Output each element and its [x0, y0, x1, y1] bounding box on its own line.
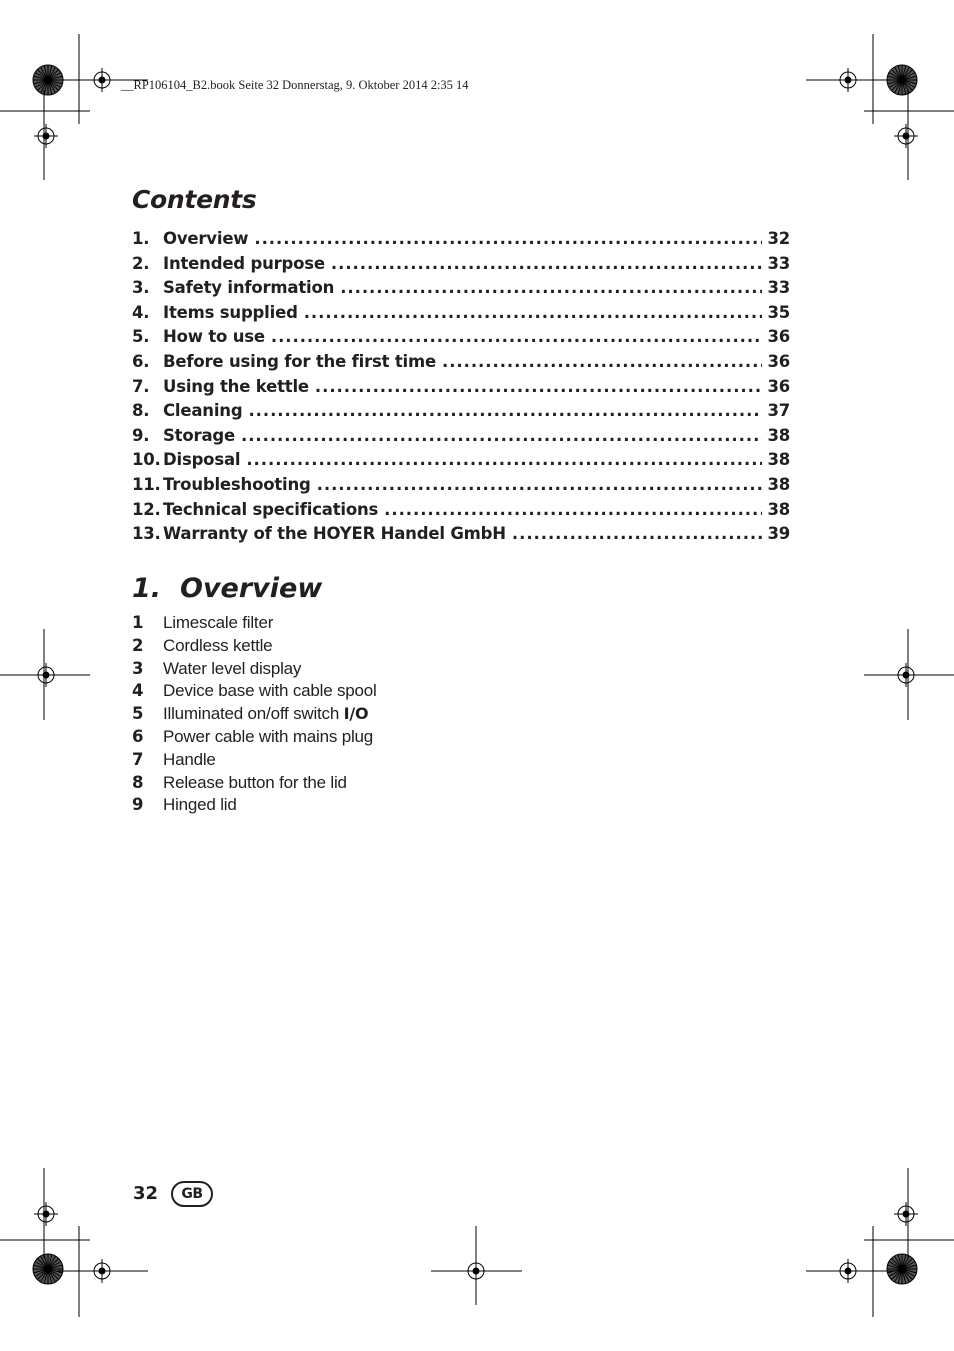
registration-crosshair-icon [898, 1206, 914, 1222]
table-of-contents [132, 226, 790, 546]
part-number: 7 [132, 749, 144, 769]
overview-heading-title: Overview [180, 573, 323, 604]
part-label: Handle [163, 749, 216, 769]
registration-crosshair-icon [38, 1206, 54, 1222]
on-off-symbol: I/O [343, 704, 369, 724]
toc-leader-dots [442, 352, 762, 371]
toc-leader-dots [384, 500, 762, 519]
toc-entry[interactable] [132, 251, 790, 276]
toc-entry-title: Storage [163, 425, 235, 445]
toc-entry-page: 38 [767, 450, 790, 470]
part-number: 6 [132, 726, 144, 746]
toc-leader-dots [246, 450, 762, 469]
overview-heading-number: 1. [132, 573, 162, 604]
color-target-icon [887, 1254, 917, 1284]
part-label [163, 704, 368, 724]
toc-entry-page: 36 [767, 327, 790, 347]
toc-entry-title: Cleaning [163, 401, 243, 421]
toc-entry-title: Disposal [163, 450, 241, 470]
toc-entry-page: 39 [767, 524, 790, 544]
toc-entry-page: 36 [767, 376, 790, 396]
part-number: 1 [132, 613, 144, 632]
toc-entry-page: 38 [767, 499, 790, 519]
part-label: Cordless kettle [163, 635, 273, 655]
toc-entry-page: 37 [767, 401, 790, 421]
toc-entry[interactable] [132, 374, 790, 399]
toc-entry[interactable] [132, 398, 790, 423]
toc-entry-title: Using the kettle [163, 376, 309, 396]
overview-heading [132, 573, 322, 604]
toc-entry-page: 33 [767, 253, 790, 273]
toc-entry-title: Overview [163, 229, 249, 248]
toc-entry-title: Before using for the first time [163, 351, 436, 371]
color-target-icon [887, 65, 917, 95]
toc-entry-page: 35 [767, 302, 790, 322]
part-number: 9 [132, 795, 144, 815]
part-label-text: Illuminated on/off switch [163, 704, 340, 724]
toc-entry-title: Troubleshooting [163, 474, 311, 494]
toc-leader-dots [331, 254, 763, 273]
registration-crosshair-icon [898, 128, 914, 144]
color-target-icon [33, 1254, 63, 1284]
toc-leader-dots [340, 278, 762, 297]
print-header-info: __RP106104_B2.book Seite 32 Donnerstag, 9. Oktober 2014 2:35 14 [121, 78, 469, 92]
toc-entry-number: 9. [132, 425, 150, 445]
toc-leader-dots [315, 377, 763, 396]
toc-leader-dots [512, 524, 763, 543]
part-label: Device base with cable spool [163, 681, 377, 701]
toc-entry-page: 32 [767, 229, 790, 248]
toc-entry-number: 5. [132, 327, 150, 347]
part-number: 3 [132, 658, 144, 678]
registration-crosshair-icon [94, 1263, 110, 1279]
registration-crosshair-icon [898, 667, 914, 683]
part-number: 5 [132, 704, 144, 724]
page-number: 32 [133, 1183, 159, 1204]
language-badge: GB [171, 1181, 213, 1207]
registration-crosshair-icon [38, 667, 54, 683]
part-number: 8 [132, 772, 144, 792]
toc-entry-number: 7. [132, 376, 150, 396]
toc-leader-dots [241, 426, 762, 445]
toc-entry-number: 1. [132, 229, 150, 248]
toc-entry-number: 8. [132, 401, 150, 421]
toc-entry-title: How to use [163, 327, 265, 347]
toc-leader-dots [317, 475, 763, 494]
toc-entry[interactable] [132, 226, 790, 251]
toc-entry-title: Safety information [163, 278, 335, 298]
registration-crosshair-icon [840, 72, 856, 88]
registration-crosshair-icon [38, 128, 54, 144]
toc-entry-page: 38 [767, 425, 790, 445]
part-label: Power cable with mains plug [163, 726, 374, 746]
toc-leader-dots [304, 303, 763, 322]
toc-leader-dots [248, 401, 762, 420]
registration-crosshair-icon [840, 1263, 856, 1279]
toc-entry[interactable] [132, 324, 790, 349]
toc-entry-number: 11. [132, 474, 161, 494]
toc-entry-title: Warranty of the HOYER Handel GmbH [163, 524, 506, 544]
toc-entry-page: 38 [767, 474, 790, 494]
toc-entry-number: 6. [132, 351, 150, 371]
toc-entry-page: 36 [767, 351, 790, 371]
toc-entry-number: 3. [132, 278, 150, 298]
toc-entry[interactable] [132, 423, 790, 448]
part-label: Release button for the lid [163, 772, 347, 792]
contents-heading: Contents [132, 185, 257, 214]
toc-entry-number: 4. [132, 302, 150, 322]
toc-entry-number: 12. [132, 499, 161, 519]
toc-entry-title: Technical specifications [163, 499, 379, 519]
toc-entry[interactable] [132, 275, 790, 300]
toc-entry[interactable] [132, 300, 790, 325]
toc-entry-title: Intended purpose [163, 253, 325, 273]
registration-crosshair-icon [468, 1263, 484, 1279]
toc-entry-title: Items supplied [163, 302, 298, 322]
toc-entry[interactable] [132, 447, 790, 472]
toc-entry-number: 10. [132, 450, 161, 470]
part-number: 4 [132, 681, 144, 701]
toc-entry-number: 2. [132, 253, 150, 273]
toc-entry[interactable] [132, 497, 790, 522]
part-label: Hinged lid [163, 795, 237, 815]
part-number: 2 [132, 635, 144, 655]
color-target-icon [33, 65, 63, 95]
toc-entry[interactable] [132, 472, 790, 497]
registration-crosshair-icon [94, 72, 110, 88]
toc-entry-number: 13. [132, 524, 161, 544]
toc-leader-dots [271, 327, 763, 346]
toc-entry[interactable] [132, 349, 790, 374]
toc-entry[interactable] [132, 521, 790, 546]
part-label: Water level display [163, 658, 302, 678]
part-label: Limescale filter [163, 613, 274, 632]
toc-entry-page: 33 [767, 278, 790, 298]
toc-leader-dots [254, 229, 762, 248]
